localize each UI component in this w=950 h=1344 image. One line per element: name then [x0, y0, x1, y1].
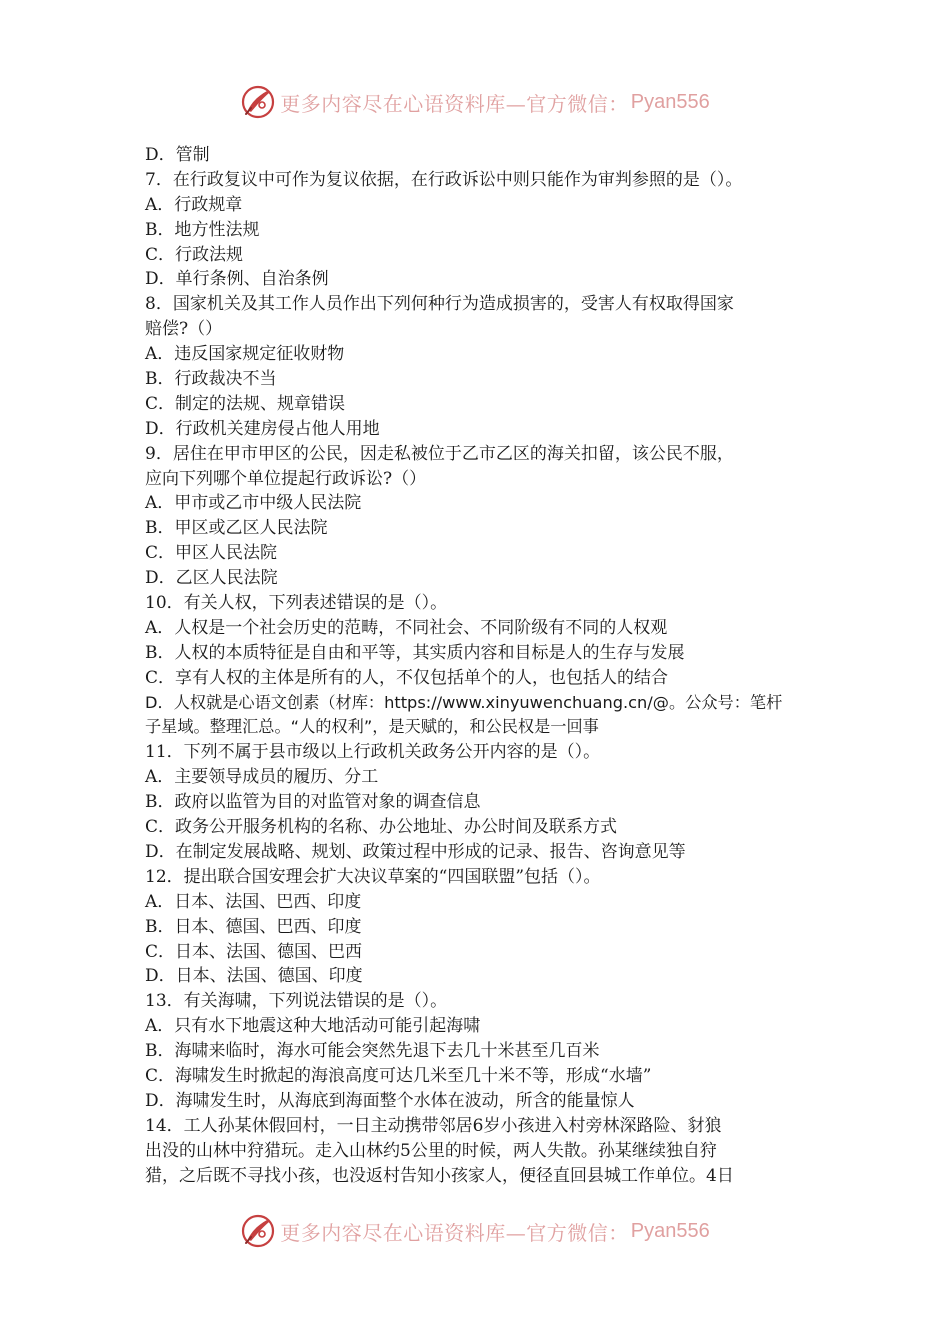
option-line: C．海啸发生时掀起的海浪高度可达几米至几十米不等，形成“水墙”: [145, 1065, 652, 1086]
option-line: B．人权的本质特征是自由和平等，其实质内容和目标是人的生存与发展: [145, 642, 685, 663]
option-line: A．违反国家规定征收财物: [145, 344, 345, 365]
option-line: C．制定的法规、规章错误: [145, 393, 346, 414]
text-line: 出没的山林中狩猎玩。走入山林约5公里的时候，两人失散。孙某继续独自狩: [145, 1140, 717, 1161]
question-9: 9．居住在甲市甲区的公民，因走私被位于乙市乙区的海关扣留，该公民不服，: [145, 443, 734, 464]
watermark-account: Pyan556: [630, 90, 710, 113]
option-line: D．乙区人民法院: [145, 568, 278, 589]
option-line: A．甲市或乙市中级人民法院: [145, 493, 362, 514]
option-line: B．地方性法规: [145, 219, 260, 240]
pen-logo-icon: [240, 84, 276, 120]
option-line: B．行政裁决不当: [145, 369, 277, 390]
watermark-account: Pyan556: [630, 1219, 710, 1242]
option-line: D．行政机关建房侵占他人用地: [145, 418, 380, 439]
option-line: C．行政法规: [145, 244, 244, 265]
option-line: D．在制定发展战略、规划、政策过程中形成的记录、报告、咨询意见等: [145, 841, 686, 862]
option-line: D．日本、法国、德国、印度: [145, 966, 363, 987]
text-line: 赔偿?（）: [145, 319, 223, 340]
pen-logo-icon: [240, 1213, 276, 1249]
text-line: 子星域。整理汇总。“人的权利”，是天赋的，和公民权是一回事: [145, 717, 599, 737]
option-line: C．政务公开服务机构的名称、办公地址、办公时间及联系方式: [145, 817, 618, 838]
question-7: 7．在行政复议中可作为复议依据，在行政诉讼中则只能作为审判参照的是（）。: [145, 169, 743, 190]
question-8: 8．国家机关及其工作人员作出下列何种行为造成损害的，受害人有权取得国家: [145, 294, 734, 315]
option-line: B．甲区或乙区人民法院: [145, 518, 328, 539]
question-11: 11．下列不属于县市级以上行政机关政务公开内容的是（）。: [145, 742, 601, 763]
option-line: D．单行条例、自治条例: [145, 269, 329, 290]
option-line: C．享有人权的主体是所有的人，不仅包括单个的人，也包括人的结合: [145, 667, 669, 688]
option-line: A．日本、法国、巴西、印度: [145, 891, 362, 912]
header-watermark: [0, 82, 950, 122]
option-line: B．政府以监管为目的对监管对象的调查信息: [145, 792, 481, 813]
text-line: D．管制: [145, 145, 210, 165]
option-line: C．日本、法国、德国、巴西: [145, 941, 363, 962]
option-line: D．人权就是心语文创素（材库：https://www.xinyuwenchuang.cn/@。公众号：笔杆: [145, 692, 783, 712]
text-line: 应向下列哪个单位提起行政诉讼?（）: [145, 468, 427, 489]
document-body: [145, 143, 815, 1188]
option-line: D．海啸发生时，从海底到海面整个水体在波动，所含的能量惊人: [145, 1090, 635, 1111]
question-10: 10．有关人权，下列表述错误的是（）。: [145, 593, 448, 614]
footer-watermark: [0, 1211, 950, 1251]
question-14: 14．工人孙某休假回村，一日主动携带邻居6岁小孩进入村旁林深路险、豺狼: [145, 1115, 722, 1136]
watermark-text: 更多内容尽在心语资料库—官方微信：: [280, 1220, 629, 1245]
option-line: A．人权是一个社会历史的范畴，不同社会、不同阶级有不同的人权观: [145, 617, 668, 638]
question-12: 12．提出联合国安理会扩大决议草案的“四国联盟”包括（）。: [145, 866, 601, 887]
watermark-text: 更多内容尽在心语资料库—官方微信：: [280, 91, 629, 116]
option-line: B．日本、德国、巴西、印度: [145, 916, 362, 937]
text-line: 猎，之后既不寻找小孩，也没返村告知小孩家人，便径直回县城工作单位。4日: [145, 1165, 734, 1186]
option-line: C．甲区人民法院: [145, 543, 278, 564]
option-line: A．只有水下地震这种大地活动可能引起海啸: [145, 1016, 481, 1037]
question-13: 13．有关海啸，下列说法错误的是（）。: [145, 991, 448, 1012]
option-line: A．主要领导成员的履历、分工: [145, 767, 379, 788]
option-line: B．海啸来临时，海水可能会突然先退下去几十米甚至几百米: [145, 1041, 600, 1062]
option-line: A．行政规章: [145, 194, 243, 215]
